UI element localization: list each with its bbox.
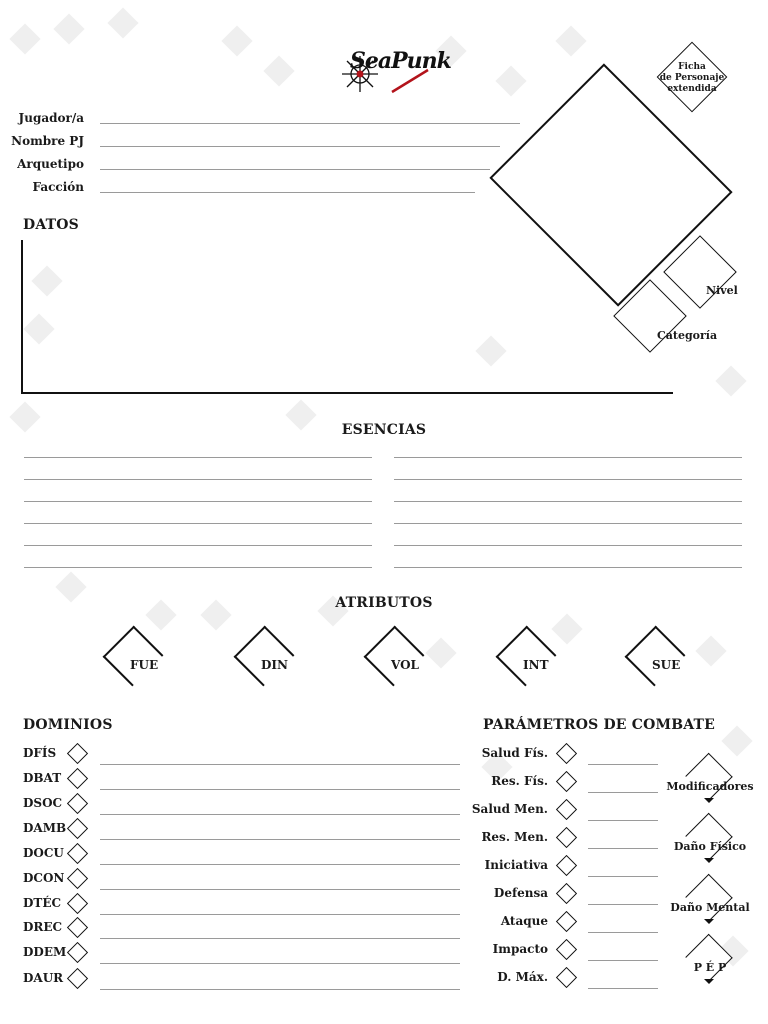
combat-value-box[interactable] bbox=[556, 911, 577, 932]
badge-line-1: Ficha bbox=[678, 62, 706, 72]
chevron-down-icon bbox=[704, 858, 714, 863]
datos-title: DATOS bbox=[23, 217, 79, 233]
player-label: Jugador/a bbox=[18, 111, 84, 125]
combat-line[interactable] bbox=[588, 820, 658, 821]
level-label: Nivel bbox=[706, 284, 738, 297]
domain-line[interactable] bbox=[100, 989, 460, 990]
combat-line[interactable] bbox=[588, 932, 658, 933]
mental-damage-label: Daño Mental bbox=[670, 901, 750, 914]
combat-line[interactable] bbox=[588, 876, 658, 877]
combat-label: Ataque bbox=[500, 914, 548, 928]
chevron-down-icon bbox=[704, 798, 714, 803]
sheet-type-badge bbox=[657, 42, 727, 112]
combat-line[interactable] bbox=[588, 848, 658, 849]
category-label: Categoría bbox=[657, 329, 718, 342]
domain-line[interactable] bbox=[100, 864, 460, 865]
domain-label: DAMB bbox=[23, 821, 67, 835]
modifiers-label: Modificadores bbox=[666, 780, 754, 793]
seapunk-logo bbox=[332, 42, 451, 98]
domain-value-box[interactable] bbox=[67, 743, 88, 764]
dominios-title: DOMINIOS bbox=[23, 717, 113, 733]
character-name-label: Nombre PJ bbox=[11, 134, 84, 148]
domain-line[interactable] bbox=[100, 839, 460, 840]
attribute-int[interactable] bbox=[489, 630, 569, 690]
badge-line-3: extendida bbox=[667, 84, 717, 94]
combat-label: Salud Fís. bbox=[481, 746, 548, 760]
combat-value-box[interactable] bbox=[556, 855, 577, 876]
domain-line[interactable] bbox=[100, 814, 460, 815]
attribute-label: FUE bbox=[130, 658, 159, 672]
attribute-label: INT bbox=[523, 658, 549, 672]
domain-label: DAUR bbox=[23, 971, 64, 985]
player-input-line[interactable] bbox=[100, 123, 520, 124]
combat-label: Res. Men. bbox=[481, 830, 548, 844]
domain-value-box[interactable] bbox=[67, 793, 88, 814]
attribute-label: DIN bbox=[261, 658, 288, 672]
pep-label: P É P bbox=[693, 961, 727, 974]
modifiers-box[interactable] bbox=[665, 752, 755, 814]
faction-input-line[interactable] bbox=[100, 192, 475, 193]
character-name-input-line[interactable] bbox=[100, 146, 500, 147]
combat-label: D. Máx. bbox=[497, 970, 548, 984]
domain-label: DCON bbox=[23, 871, 65, 885]
chevron-down-icon bbox=[704, 919, 714, 924]
esencias-title: ESENCIAS bbox=[341, 422, 427, 438]
mental-damage-box[interactable] bbox=[665, 873, 755, 935]
physical-damage-label: Daño Físico bbox=[673, 840, 747, 853]
domain-label: DOCU bbox=[23, 846, 64, 860]
domain-value-box[interactable] bbox=[67, 868, 88, 889]
combat-value-box[interactable] bbox=[556, 771, 577, 792]
domain-label: DDEM bbox=[23, 945, 67, 959]
domain-line[interactable] bbox=[100, 914, 460, 915]
badge-line-2: de Personaje bbox=[659, 73, 725, 83]
domain-line[interactable] bbox=[100, 889, 460, 890]
physical-damage-box[interactable] bbox=[665, 812, 755, 874]
pep-box[interactable] bbox=[665, 933, 755, 995]
domain-value-box[interactable] bbox=[67, 942, 88, 963]
atributos-title: ATRIBUTOS bbox=[335, 595, 433, 611]
combat-label: Defensa bbox=[493, 886, 548, 900]
domain-label: DREC bbox=[23, 920, 63, 934]
combate-title: PARÁMETROS DE COMBATE bbox=[483, 717, 716, 733]
combat-line[interactable] bbox=[588, 792, 658, 793]
combat-value-box[interactable] bbox=[556, 883, 577, 904]
attribute-vol[interactable] bbox=[357, 630, 437, 690]
domain-value-box[interactable] bbox=[67, 968, 88, 989]
attribute-label: SUE bbox=[652, 658, 681, 672]
combat-label: Iniciativa bbox=[484, 858, 548, 872]
domain-value-box[interactable] bbox=[67, 917, 88, 938]
domain-line[interactable] bbox=[100, 764, 460, 765]
combat-value-box[interactable] bbox=[556, 939, 577, 960]
domain-label: DSOC bbox=[23, 796, 63, 810]
domain-value-box[interactable] bbox=[67, 768, 88, 789]
attribute-label: VOL bbox=[391, 658, 419, 672]
domain-label: DFÍS bbox=[23, 746, 57, 760]
domain-line[interactable] bbox=[100, 938, 460, 939]
attribute-din[interactable] bbox=[227, 630, 307, 690]
domain-label: DTÉC bbox=[23, 896, 62, 910]
domain-value-box[interactable] bbox=[67, 843, 88, 864]
chevron-down-icon bbox=[704, 979, 714, 984]
combat-value-box[interactable] bbox=[556, 827, 577, 848]
combat-value-box[interactable] bbox=[556, 743, 577, 764]
combat-line[interactable] bbox=[588, 764, 658, 765]
domain-line[interactable] bbox=[100, 963, 460, 964]
attribute-fue[interactable] bbox=[96, 630, 176, 690]
combat-line[interactable] bbox=[588, 904, 658, 905]
domain-line[interactable] bbox=[100, 789, 460, 790]
archetype-label: Arquetipo bbox=[17, 157, 84, 171]
domain-value-box[interactable] bbox=[67, 893, 88, 914]
faction-label: Facción bbox=[32, 180, 84, 194]
combat-value-box[interactable] bbox=[556, 967, 577, 988]
domain-label: DBAT bbox=[23, 771, 62, 785]
combat-label: Salud Men. bbox=[471, 802, 548, 816]
archetype-input-line[interactable] bbox=[100, 169, 490, 170]
domain-value-box[interactable] bbox=[67, 818, 88, 839]
combat-value-box[interactable] bbox=[556, 799, 577, 820]
logo-wordmark: SeaPunk bbox=[350, 48, 451, 74]
combat-label: Res. Fís. bbox=[491, 774, 548, 788]
combat-line[interactable] bbox=[588, 960, 658, 961]
combat-label: Impacto bbox=[492, 942, 548, 956]
combat-line[interactable] bbox=[588, 988, 658, 989]
attribute-sue[interactable] bbox=[618, 630, 698, 690]
datos-box[interactable] bbox=[21, 240, 673, 394]
